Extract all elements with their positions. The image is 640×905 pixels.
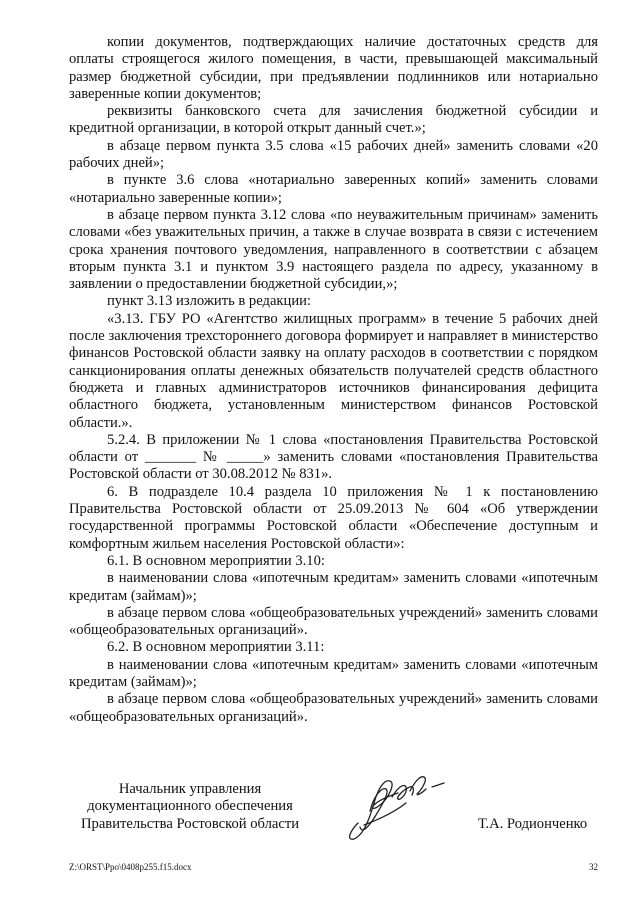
signatory-position [60, 781, 320, 833]
position-line: Начальник управления [118, 781, 262, 797]
position-line: Правительства Ростовской области [80, 815, 300, 832]
paragraph: в абзаце первом пункта 3.12 слова «по неуважительным причинам» заменить словами «без уважительных причин, а также в случае возврата в связи с истечением срока хранения почтового уведомления, направленного в соответствии с абзацем вторым пункта 3.1 и пунктом 3.9 настоящего раздела по адресу, указанному в заявлении о предоставлении бюджетной субсидии,»; [69, 206, 598, 293]
footer-file-path: Z:\ORST\Ppo\0408p255.f15.docx [69, 862, 192, 872]
paragraph: реквизиты банковского счета для зачисления бюджетной субсидии и кредитной организации, в которой открыт данный счет.»; [69, 103, 598, 137]
page-number: 32 [589, 862, 598, 872]
paragraph: 6.2. В основном мероприятии 3.11: [107, 639, 325, 656]
paragraph: копии документов, подтверждающих наличие достаточных средств для оплаты строящегося жилого помещения, в части, превышающей максимальный размер бюджетной субсидии, при предъявлении подлинников или нотариально заверенные копии документов; [69, 34, 598, 102]
paragraph: в наименовании слова «ипотечным кредитам» заменить словами «ипотечным кредитам (займам)»; [69, 656, 598, 690]
paragraph: «3.13. ГБУ РО «Агентство жилищных программ» в течение 5 рабочих дней после заключения трехстороннего договора формирует и направляет в министерство финансов Ростовской области заявку на оплату расходов в соответствии с порядком санкционирования оплаты денежных обязательств получателей средств областного бюджета и главных администраторов источников финансирования дефицита областного бюджета, установленным министерством финансов Ростовской области.». [69, 310, 598, 431]
paragraph: 5.2.4. В приложении № 1 слова «постановления Правительства Ростовской области от _______ № _____» заменить словами «постановления Правительства Ростовской области от 30.08.2012 № 831». [69, 431, 598, 483]
paragraph: в пункте 3.6 слова «нотариально заверенных копий» заменить словами «нотариально заверенные копии»; [69, 172, 598, 206]
paragraph: в абзаце первом пункта 3.5 слова «15 рабочих дней» заменить словами «20 рабочих дней»; [69, 137, 598, 172]
position-line: документационного обеспечения [87, 798, 293, 815]
paragraph: 6. В подразделе 10.4 раздела 10 приложения № 1 к постановлению Правительства Ростовской области от 25.09.2013 № 604 «Об утверждении государственной программы Ростовской области «Обеспечение доступным и комфортным жильем населения Ростовской области»: [69, 483, 598, 552]
handwritten-signature [340, 765, 465, 845]
paragraph: в абзаце первом слова «общеобразовательных учреждений» заменить словами «общеобразовательных организаций». [69, 691, 598, 725]
paragraph: в наименовании слова «ипотечным кредитам» заменить словами «ипотечным кредитам (займам)»; [69, 570, 598, 604]
paragraph: 6.1. В основном мероприятии 3.10: [107, 552, 325, 569]
paragraph: пункт 3.13 изложить в редакции: [107, 293, 311, 310]
paragraph: в абзаце первом слова «общеобразовательных учреждений» заменить словами «общеобразовательных организаций». [69, 604, 598, 639]
document-body [69, 34, 598, 726]
signatory-name: Т.А. Родионченко [478, 816, 588, 832]
